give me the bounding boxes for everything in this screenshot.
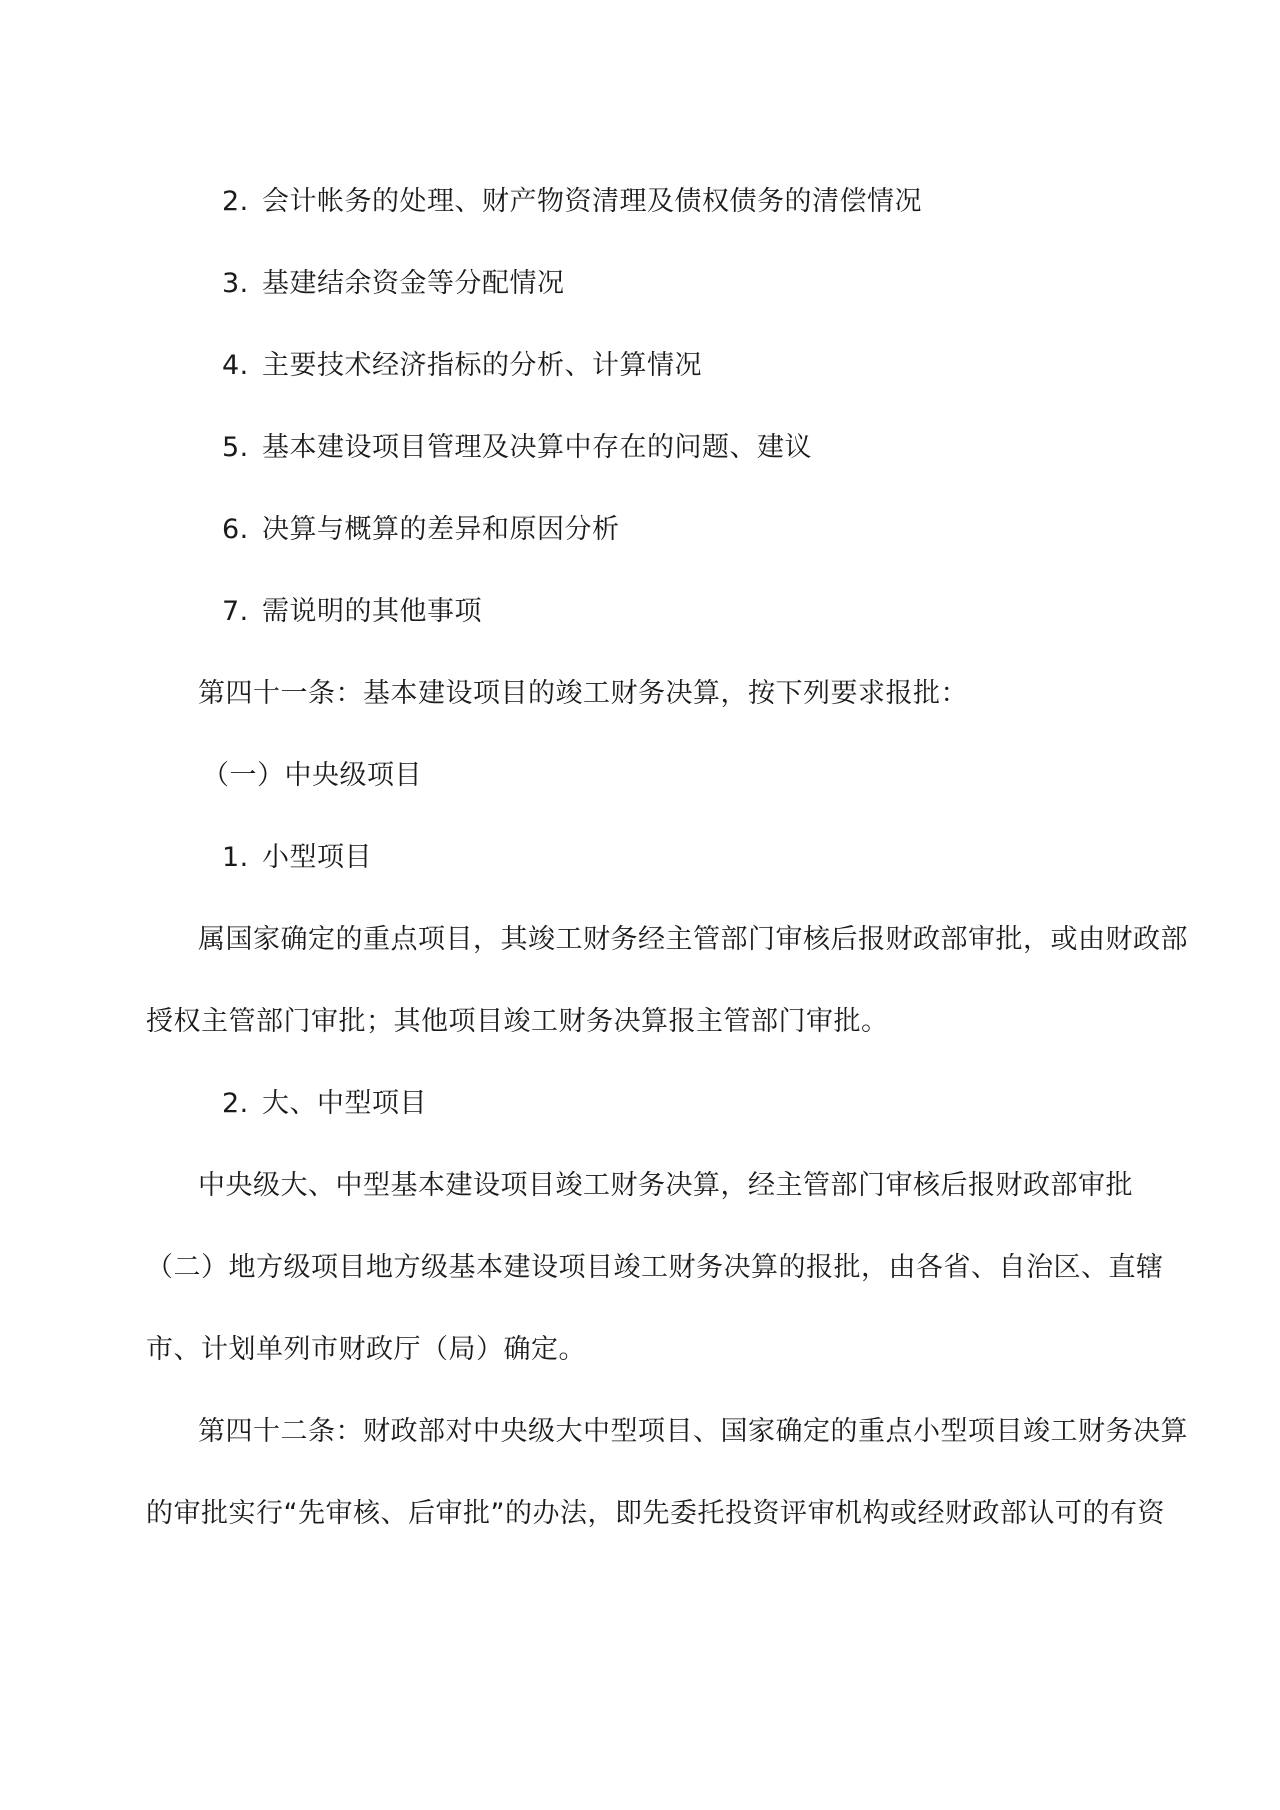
paragraph-small-projects-line-1: 属国家确定的重点项目，其竣工财务经主管部门审核后报财政部审批，或由财政部 <box>198 924 1188 955</box>
section-local-line-1: （二）地方级项目地方级基本建设项目竣工财务决算的报批，由各省、自治区、直辖 <box>146 1252 1164 1283</box>
list-item <box>222 182 922 222</box>
list-item-text: 会计帐务的处理、财产物资清理及债权债务的清偿情况 <box>262 186 922 217</box>
list-item-number: 6. <box>222 514 249 545</box>
paragraph-small-projects-line-2: 授权主管部门审批；其他项目竣工财务决算报主管部门审批。 <box>146 1006 889 1037</box>
list-item-number: 4. <box>222 350 249 381</box>
list-item-number: 7. <box>222 596 249 627</box>
list-item-number: 2. <box>222 1088 249 1119</box>
list-item-text: 基本建设项目管理及决算中存在的问题、建议 <box>262 432 812 463</box>
list-item-text: 主要技术经济指标的分析、计算情况 <box>262 350 702 381</box>
list-item-number: 3. <box>222 268 249 299</box>
article-42-line-2: 的审批实行“先审核、后审批”的办法，即先委托投资评审机构或经财政部认可的有资 <box>146 1498 1165 1529</box>
list-item-text: 决算与概算的差异和原因分析 <box>262 514 620 545</box>
section-heading-central: （一）中央级项目 <box>202 760 422 791</box>
sub-item-small-projects <box>222 838 372 878</box>
article-41: 第四十一条：基本建设项目的竣工财务决算，按下列要求报批： <box>198 678 968 709</box>
section-local-line-2: 市、计划单列市财政厅（局）确定。 <box>146 1334 586 1365</box>
list-item-number: 1. <box>222 842 249 873</box>
list-item-text: 小型项目 <box>262 842 372 873</box>
list-item-number: 2. <box>222 186 249 217</box>
paragraph-large-medium-projects: 中央级大、中型基本建设项目竣工财务决算，经主管部门审核后报财政部审批 <box>198 1170 1133 1201</box>
list-item <box>222 264 565 304</box>
list-item <box>222 346 702 386</box>
article-42-line-1: 第四十二条：财政部对中央级大中型项目、国家确定的重点小型项目竣工财务决算 <box>198 1416 1188 1447</box>
sub-item-large-medium-projects <box>222 1084 427 1124</box>
list-item <box>222 592 482 632</box>
list-item-number: 5. <box>222 432 249 463</box>
list-item-text: 基建结余资金等分配情况 <box>262 268 565 299</box>
list-item-text: 需说明的其他事项 <box>262 596 482 627</box>
list-item <box>222 510 620 550</box>
list-item <box>222 428 812 468</box>
list-item-text: 大、中型项目 <box>262 1088 427 1119</box>
